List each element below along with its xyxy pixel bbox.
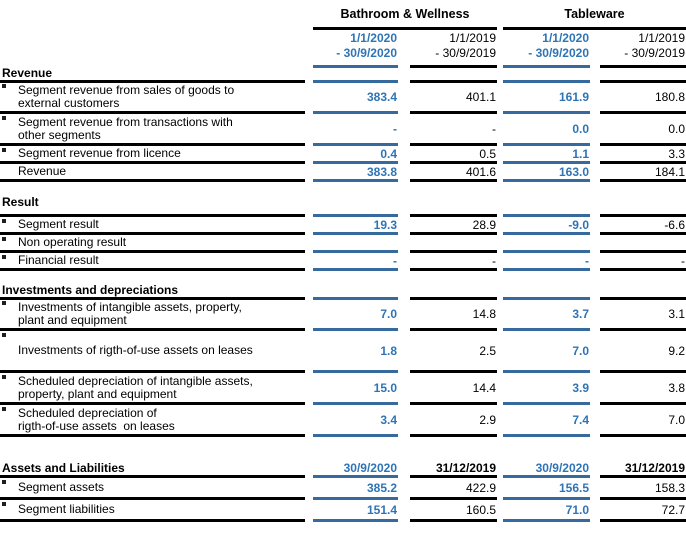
row-label: rigth-of-use assets on leases bbox=[18, 418, 175, 433]
value-cell-container bbox=[497, 373, 590, 405]
row-label: Financial result bbox=[18, 253, 99, 267]
value-cell bbox=[600, 194, 686, 217]
value-cell bbox=[313, 500, 398, 522]
value-cell-container bbox=[590, 164, 686, 182]
value: 7.0 bbox=[380, 306, 397, 321]
row-label: Scheduled depreciation of intangible assets, bbox=[18, 373, 253, 388]
value-cell-container bbox=[305, 373, 398, 405]
value: 158.3 bbox=[654, 480, 685, 495]
value-cell bbox=[600, 331, 686, 373]
value: 151.4 bbox=[366, 502, 397, 517]
value-cell bbox=[503, 164, 590, 182]
value-cell-container bbox=[305, 478, 398, 500]
value-cell bbox=[410, 65, 497, 83]
row-label: Segment revenue from sales of goods to bbox=[18, 82, 235, 97]
value-cell-container bbox=[305, 217, 398, 235]
value-cell-container bbox=[497, 194, 590, 217]
value-cell-container bbox=[398, 478, 497, 500]
value-cell-container bbox=[398, 253, 497, 271]
value-cell-container bbox=[497, 217, 590, 235]
row-label: Segment revenue from licence bbox=[18, 146, 181, 160]
assets-liabilities-title-cell bbox=[0, 461, 305, 478]
table-row bbox=[0, 299, 686, 331]
value: 3.1 bbox=[668, 306, 685, 321]
section-header-row bbox=[0, 194, 686, 217]
value: 0.5 bbox=[479, 146, 496, 161]
value-cell bbox=[600, 405, 686, 437]
value-cell bbox=[503, 282, 590, 300]
corner-spacer bbox=[0, 0, 305, 27]
value-cell bbox=[313, 299, 398, 331]
row-label-cell bbox=[0, 331, 305, 373]
value-cell-container bbox=[305, 500, 398, 522]
value-cell-container bbox=[497, 235, 590, 253]
value-cell-container bbox=[497, 478, 590, 500]
value-cell bbox=[410, 282, 497, 300]
value-cell-container bbox=[497, 461, 590, 478]
value-cell bbox=[503, 373, 590, 405]
value: - bbox=[681, 253, 685, 268]
value-cell bbox=[410, 217, 497, 235]
value-cell bbox=[503, 461, 590, 478]
value-cell bbox=[313, 65, 398, 83]
value: 31/12/2019 bbox=[624, 461, 685, 475]
value-cell-container bbox=[590, 299, 686, 331]
value-cell-container bbox=[305, 405, 398, 437]
value: 9.2 bbox=[668, 343, 685, 358]
table-row bbox=[0, 164, 686, 182]
section-title-cell bbox=[0, 194, 305, 217]
value-cell-container bbox=[590, 114, 686, 146]
value-cell bbox=[503, 405, 590, 437]
value-cell bbox=[503, 194, 590, 217]
value-cell-container bbox=[590, 82, 686, 114]
value-cell-container bbox=[398, 405, 497, 437]
value: 383.8 bbox=[366, 164, 397, 179]
value-cell-container bbox=[305, 164, 398, 182]
value: 161.9 bbox=[558, 89, 589, 104]
value-cell bbox=[410, 194, 497, 217]
value-cell-container bbox=[398, 217, 497, 235]
table-row bbox=[0, 114, 686, 146]
value-cell bbox=[503, 82, 590, 114]
value-cell bbox=[503, 217, 590, 235]
period-header-cell bbox=[600, 27, 686, 68]
value-cell bbox=[600, 164, 686, 182]
value: 180.8 bbox=[654, 89, 685, 104]
value-cell-container bbox=[497, 282, 590, 300]
value-cell-container bbox=[497, 500, 590, 522]
value-cell-container bbox=[590, 235, 686, 253]
row-label-cell bbox=[0, 253, 305, 271]
table-row bbox=[0, 331, 686, 373]
assets-liabilities-block bbox=[0, 461, 686, 522]
value-cell-container bbox=[305, 253, 398, 271]
value: 14.4 bbox=[472, 380, 496, 395]
assets-liabilities-header-row bbox=[0, 461, 686, 478]
bullet-icon bbox=[2, 301, 6, 305]
value-cell-container bbox=[590, 282, 686, 300]
period-header-0 bbox=[305, 27, 398, 65]
value-cell bbox=[600, 146, 686, 164]
row-label: Scheduled depreciation of bbox=[18, 405, 157, 420]
table-row bbox=[0, 235, 686, 253]
value: -9.0 bbox=[568, 217, 589, 232]
period-headers-row bbox=[0, 27, 686, 65]
value: -6.6 bbox=[664, 217, 685, 232]
row-label-cell bbox=[0, 114, 305, 146]
row-label-cell bbox=[0, 235, 305, 253]
section-title-cell bbox=[0, 282, 305, 300]
table-row bbox=[0, 405, 686, 437]
column-groups-row bbox=[0, 0, 686, 27]
row-label: Investments of intangible assets, property, bbox=[18, 299, 242, 314]
value-cell-container bbox=[305, 299, 398, 331]
table-row bbox=[0, 500, 686, 522]
period-line-1: 1/1/2019 bbox=[638, 31, 685, 45]
value-cell-container bbox=[590, 146, 686, 164]
value-cell-container bbox=[305, 461, 398, 478]
value-cell-container bbox=[590, 65, 686, 83]
section-title-cell bbox=[0, 65, 305, 83]
period-header-cell bbox=[503, 27, 590, 68]
value-cell-container bbox=[398, 299, 497, 331]
value-cell-container bbox=[305, 194, 398, 217]
row-label: property, plant and equipment bbox=[18, 386, 177, 401]
value-cell-container bbox=[497, 299, 590, 331]
value-cell-container bbox=[590, 500, 686, 522]
value-cell bbox=[410, 373, 497, 405]
value-cell bbox=[600, 478, 686, 500]
row-label: Investments of rigth-of-use assets on leases bbox=[18, 343, 253, 357]
value: 401.6 bbox=[465, 164, 496, 179]
value: 422.9 bbox=[465, 480, 496, 495]
value-cell bbox=[503, 114, 590, 146]
row-label: external customers bbox=[18, 95, 120, 110]
value-cell bbox=[313, 82, 398, 114]
value: 7.4 bbox=[572, 412, 589, 427]
value: 3.7 bbox=[572, 306, 589, 321]
value-cell bbox=[503, 478, 590, 500]
value-cell bbox=[313, 478, 398, 500]
value-cell bbox=[410, 82, 497, 114]
table-row bbox=[0, 253, 686, 271]
value-cell bbox=[313, 253, 398, 271]
period-header-3 bbox=[590, 27, 686, 65]
value-cell bbox=[600, 235, 686, 253]
value: 30/9/2020 bbox=[343, 461, 397, 475]
value-cell-container bbox=[398, 65, 497, 83]
value-cell-container bbox=[590, 331, 686, 373]
value: 385.2 bbox=[366, 480, 397, 495]
value-cell bbox=[503, 235, 590, 253]
value-cell bbox=[313, 373, 398, 405]
value-cell bbox=[313, 217, 398, 235]
row-label-cell bbox=[0, 299, 305, 331]
value-cell bbox=[503, 253, 590, 271]
value-cell bbox=[410, 164, 497, 182]
value: 14.8 bbox=[472, 306, 496, 321]
value-cell bbox=[313, 282, 398, 300]
row-label: Segment assets bbox=[18, 480, 105, 494]
period-line-1: 1/1/2020 bbox=[542, 31, 589, 45]
value-cell-container bbox=[590, 217, 686, 235]
value-cell-container bbox=[497, 82, 590, 114]
value-cell bbox=[313, 164, 398, 182]
value: 0.0 bbox=[668, 121, 685, 136]
bullet-icon bbox=[2, 255, 6, 259]
value: 3.9 bbox=[572, 380, 589, 395]
period-line-2: - 30/9/2020 bbox=[336, 46, 397, 60]
value-cell bbox=[600, 500, 686, 522]
value-cell-container bbox=[590, 373, 686, 405]
value: 3.8 bbox=[668, 380, 685, 395]
value-cell bbox=[410, 253, 497, 271]
value-cell-container bbox=[305, 331, 398, 373]
row-label-cell bbox=[0, 373, 305, 405]
value: 7.0 bbox=[572, 343, 589, 358]
value-cell bbox=[313, 331, 398, 373]
value: 15.0 bbox=[373, 380, 397, 395]
value-cell bbox=[600, 253, 686, 271]
value-cell bbox=[600, 373, 686, 405]
column-group-bathroom-wellness: Bathroom & Wellness bbox=[313, 0, 497, 30]
period-header-cell bbox=[313, 27, 398, 68]
value-cell-container bbox=[497, 65, 590, 83]
value: 28.9 bbox=[472, 217, 496, 232]
row-label-cell bbox=[0, 478, 305, 500]
section-title: Investments and depreciations bbox=[2, 283, 179, 297]
value-cell bbox=[410, 235, 497, 253]
row-label-cell bbox=[0, 82, 305, 114]
value: 156.5 bbox=[558, 480, 589, 495]
value-cell bbox=[313, 194, 398, 217]
value-cell-container bbox=[305, 282, 398, 300]
value-cell-container bbox=[398, 164, 497, 182]
value-cell-container bbox=[497, 331, 590, 373]
row-label: Revenue bbox=[18, 164, 67, 178]
value: 2.5 bbox=[479, 343, 496, 358]
value-cell bbox=[410, 331, 497, 373]
bullet-icon bbox=[2, 502, 6, 506]
period-line-1: 1/1/2019 bbox=[449, 31, 496, 45]
section-title: Revenue bbox=[2, 66, 53, 80]
value-cell-container bbox=[305, 82, 398, 114]
value-cell-container bbox=[398, 194, 497, 217]
value: 1.1 bbox=[572, 146, 589, 161]
period-header-1 bbox=[398, 27, 497, 65]
value-cell bbox=[313, 114, 398, 146]
value-cell-container bbox=[497, 253, 590, 271]
table-row bbox=[0, 146, 686, 164]
period-header-2 bbox=[497, 27, 590, 65]
row-label-cell bbox=[0, 164, 305, 182]
value: - bbox=[393, 121, 397, 136]
bullet-icon bbox=[2, 333, 6, 337]
section-title: Result bbox=[2, 195, 39, 209]
period-line-1: 1/1/2020 bbox=[350, 31, 397, 45]
value-cell-container bbox=[497, 114, 590, 146]
section-investments-and-depreciations bbox=[0, 282, 686, 437]
value-cell bbox=[600, 217, 686, 235]
value-cell-container bbox=[305, 235, 398, 253]
value-cell-container bbox=[590, 478, 686, 500]
value-cell bbox=[410, 405, 497, 437]
value: 383.4 bbox=[366, 89, 397, 104]
value-cell-container bbox=[398, 331, 497, 373]
section-header-row bbox=[0, 65, 686, 82]
row-label-cell bbox=[0, 146, 305, 164]
value: 31/12/2019 bbox=[435, 461, 496, 475]
value-cell-container bbox=[398, 146, 497, 164]
value: - bbox=[585, 253, 589, 268]
value: 184.1 bbox=[654, 164, 685, 179]
value: 3.4 bbox=[380, 412, 397, 427]
value-cell bbox=[313, 235, 398, 253]
value-cell-container bbox=[305, 146, 398, 164]
row-label-cell bbox=[0, 217, 305, 235]
value-cell bbox=[503, 65, 590, 83]
value-cell bbox=[503, 299, 590, 331]
row-label-cell bbox=[0, 405, 305, 437]
value-cell-container bbox=[497, 164, 590, 182]
value-cell bbox=[600, 461, 686, 478]
value: - bbox=[492, 121, 496, 136]
value: 401.1 bbox=[465, 89, 496, 104]
value: 19.3 bbox=[373, 217, 397, 232]
value-cell-container bbox=[497, 405, 590, 437]
value: 160.5 bbox=[465, 502, 496, 517]
value-cell-container bbox=[398, 282, 497, 300]
value-cell-container bbox=[305, 114, 398, 146]
value-cell-container bbox=[305, 65, 398, 83]
value-cell-container bbox=[398, 500, 497, 522]
value: 163.0 bbox=[558, 164, 589, 179]
period-header-cell bbox=[410, 27, 497, 68]
table-row bbox=[0, 373, 686, 405]
value: 30/9/2020 bbox=[535, 461, 589, 475]
value-cell bbox=[410, 461, 497, 478]
value-cell-container bbox=[398, 114, 497, 146]
value-cell-container bbox=[590, 194, 686, 217]
table-row bbox=[0, 478, 686, 500]
assets-liabilities-title: Assets and Liabilities bbox=[2, 461, 125, 475]
bullet-icon bbox=[2, 480, 6, 484]
value-cell-container bbox=[398, 235, 497, 253]
value-cell bbox=[503, 500, 590, 522]
bullet-icon bbox=[2, 237, 6, 241]
value-cell bbox=[503, 331, 590, 373]
value-cell bbox=[313, 461, 398, 478]
value-cell bbox=[410, 114, 497, 146]
row-label-cell bbox=[0, 500, 305, 522]
value-cell bbox=[600, 114, 686, 146]
value-cell bbox=[410, 500, 497, 522]
value: 71.0 bbox=[565, 502, 589, 517]
bullet-icon bbox=[2, 148, 6, 152]
period-row-spacer bbox=[0, 27, 305, 65]
value: - bbox=[492, 253, 496, 268]
row-label: other segments bbox=[18, 127, 101, 142]
value-cell bbox=[600, 82, 686, 114]
row-label: Segment revenue from transactions with bbox=[18, 114, 233, 129]
value-cell-container bbox=[590, 405, 686, 437]
period-line-2: - 30/9/2019 bbox=[624, 46, 685, 60]
value-cell-container bbox=[398, 82, 497, 114]
value-cell bbox=[600, 299, 686, 331]
value-cell bbox=[600, 282, 686, 300]
value-cell-container bbox=[398, 373, 497, 405]
row-label: plant and equipment bbox=[18, 312, 127, 327]
period-line-2: - 30/9/2020 bbox=[528, 46, 589, 60]
value-cell bbox=[410, 478, 497, 500]
value-cell-container bbox=[590, 253, 686, 271]
value-cell-container bbox=[497, 146, 590, 164]
column-group-tableware: Tableware bbox=[503, 0, 686, 30]
table-row bbox=[0, 82, 686, 114]
report-sections bbox=[0, 65, 686, 437]
table-row bbox=[0, 217, 686, 235]
bullet-icon bbox=[2, 84, 6, 88]
value-cell bbox=[600, 65, 686, 83]
bullet-icon bbox=[2, 375, 6, 379]
row-label: Non operating result bbox=[18, 235, 127, 249]
value-cell bbox=[313, 146, 398, 164]
value-cell-container bbox=[590, 461, 686, 478]
row-label: Segment result bbox=[18, 217, 99, 231]
value-cell-container bbox=[398, 461, 497, 478]
value: 0.0 bbox=[572, 121, 589, 136]
value: - bbox=[393, 253, 397, 268]
value: 0.4 bbox=[380, 146, 397, 161]
value-cell bbox=[410, 299, 497, 331]
value: 1.8 bbox=[380, 343, 397, 358]
bullet-icon bbox=[2, 407, 6, 411]
period-line-2: - 30/9/2019 bbox=[435, 46, 496, 60]
value-cell bbox=[313, 405, 398, 437]
bullet-icon bbox=[2, 219, 6, 223]
row-label: Segment liabilities bbox=[18, 502, 115, 516]
value: 3.3 bbox=[668, 146, 685, 161]
section-revenue bbox=[0, 65, 686, 182]
value: 72.7 bbox=[661, 502, 685, 517]
value-cell bbox=[503, 146, 590, 164]
value: 2.9 bbox=[479, 412, 496, 427]
value: 7.0 bbox=[668, 412, 685, 427]
bullet-icon bbox=[2, 116, 6, 120]
section-result bbox=[0, 194, 686, 271]
section-header-row bbox=[0, 282, 686, 299]
value-cell bbox=[410, 146, 497, 164]
